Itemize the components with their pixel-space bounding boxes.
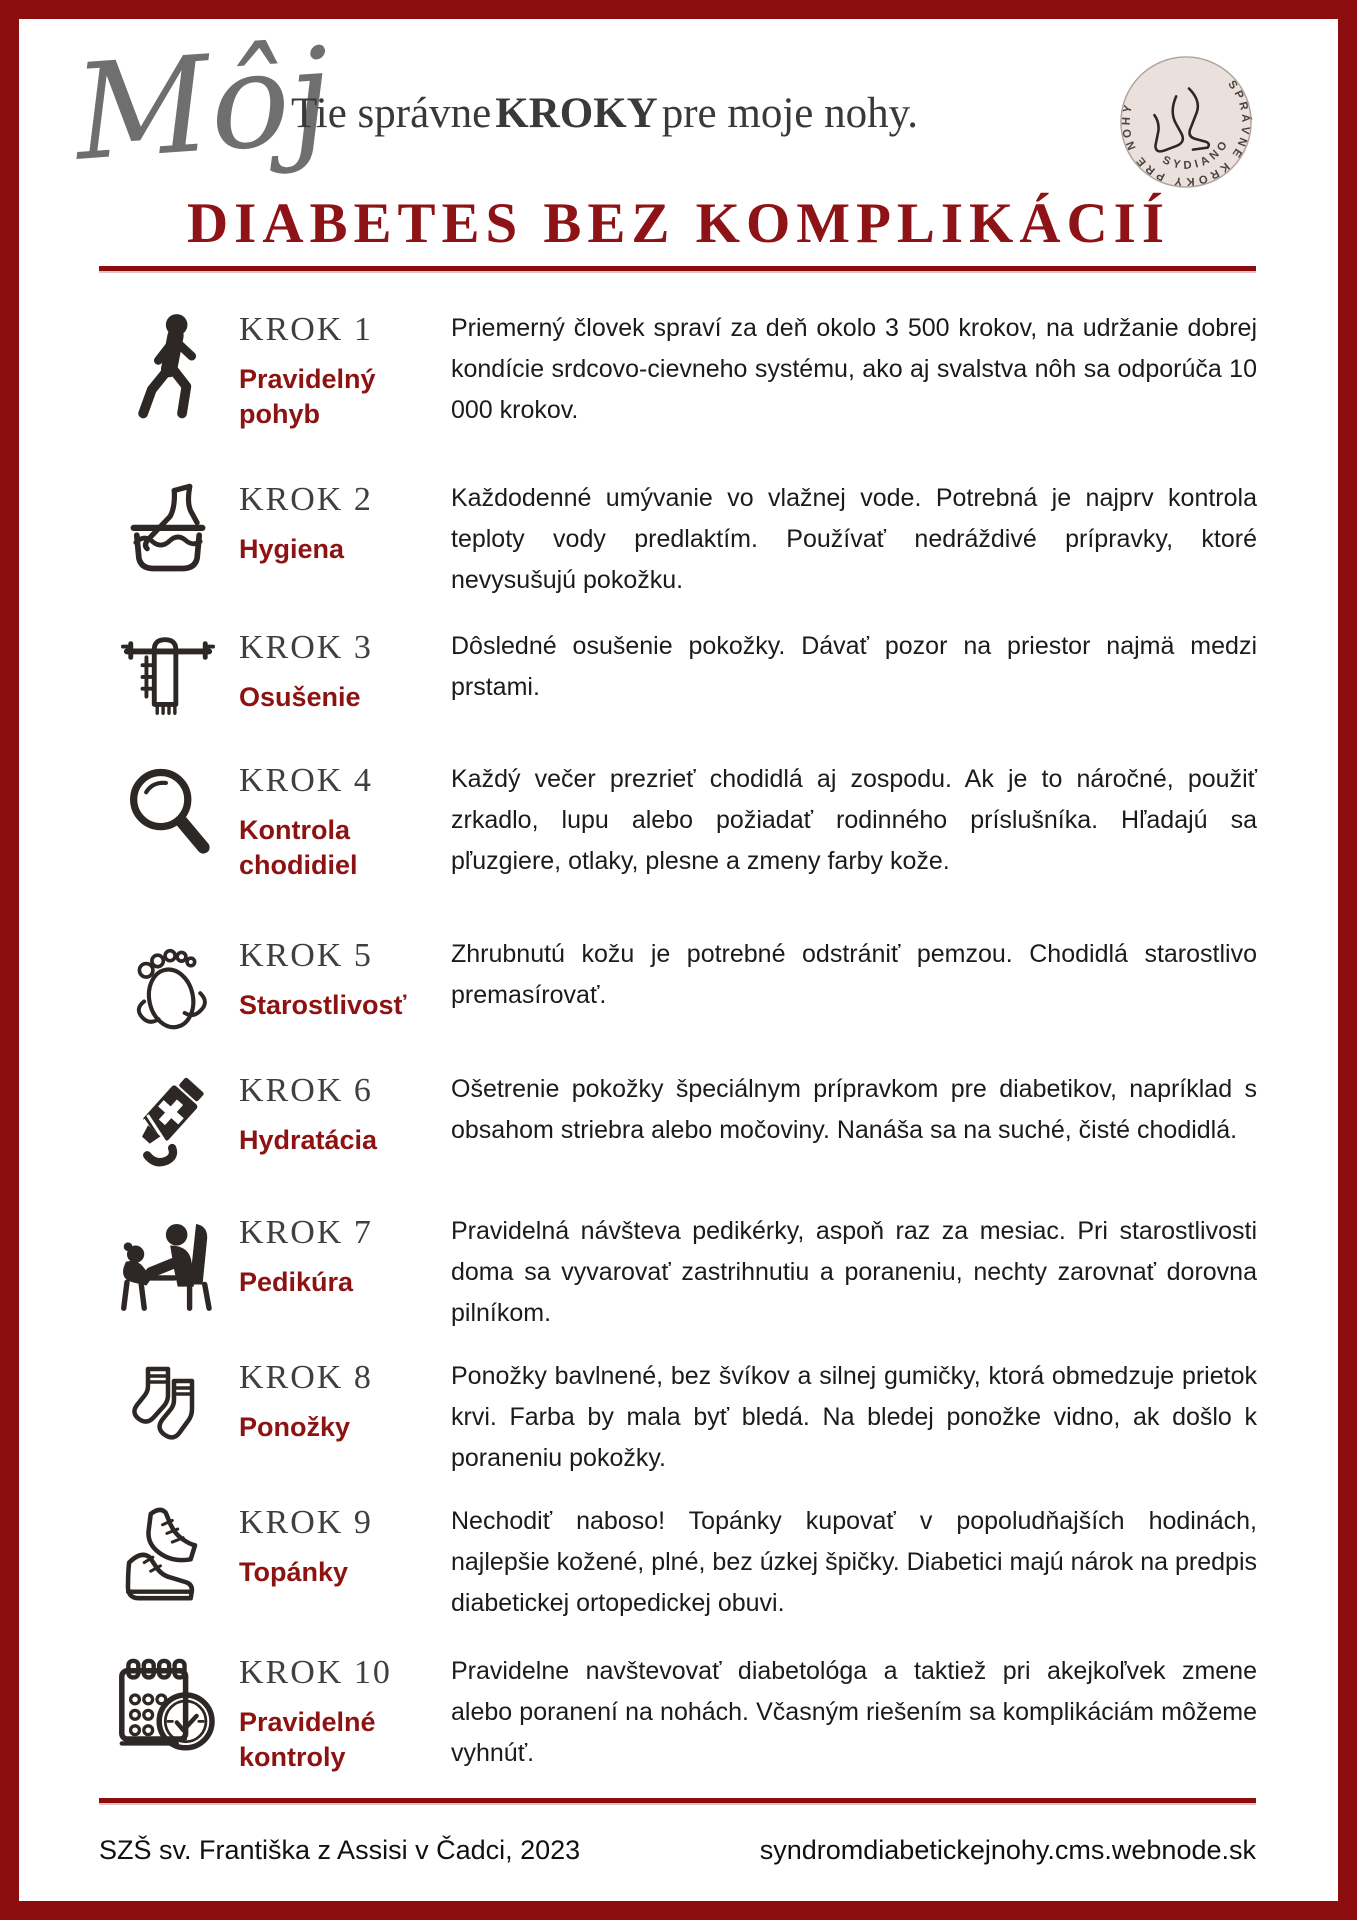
step-number: KROK 7 bbox=[239, 1214, 373, 1251]
tagline bbox=[291, 89, 918, 138]
step-row-1 bbox=[97, 308, 1257, 478]
cream-tube-icon bbox=[97, 1069, 239, 1173]
step-description: Pravidelná návšteva pedikérky, aspoň raz za mesiac. Pri starostlivosti doma sa vyvarovať zastrihnutiu a poraneniu, nechty zarovnať dorovna pilníkom. bbox=[451, 1217, 1257, 1327]
step-row-9 bbox=[97, 1501, 1257, 1651]
step-number: KROK 2 bbox=[239, 481, 373, 518]
step-row-2 bbox=[97, 478, 1257, 626]
step-name: Ponožky bbox=[239, 1412, 351, 1442]
shoes-icon bbox=[97, 1501, 239, 1609]
step-number: KROK 6 bbox=[239, 1072, 373, 1109]
tagline-bold: KROKY bbox=[495, 90, 658, 137]
steps-list bbox=[97, 308, 1257, 1791]
step-name: Kontrola chodidiel bbox=[239, 815, 358, 880]
logo-arc-text: SPRÁVNE KROKY PRE NOHY bbox=[1120, 78, 1252, 188]
step-description: Zhrubnutú kožu je potrebné odstrániť pemzou. Chodidlá starostlivo premasírovať. bbox=[451, 940, 1257, 1009]
step-name: Pravidelné kontroly bbox=[239, 1707, 376, 1772]
step-description: Každý večer prezrieť chodidlá aj zospodu. Ak je to náročné, použiť zrkadlo, lupu alebo požiadať rodinného príslušníka. Hľadajú sa pľuzgiere, otlaky, plesne a zmeny farby kože. bbox=[451, 765, 1257, 875]
step-row-6 bbox=[97, 1069, 1257, 1211]
footer-divider bbox=[99, 1798, 1256, 1803]
step-description: Dôsledné osušenie pokožky. Dávať pozor na priestor najmä medzi prstami. bbox=[451, 632, 1257, 701]
socks-icon bbox=[97, 1356, 239, 1462]
step-label bbox=[239, 308, 451, 431]
step-row-10 bbox=[97, 1651, 1257, 1791]
step-row-7 bbox=[97, 1211, 1257, 1356]
step-label bbox=[239, 478, 451, 567]
step-name: Starostlivosť bbox=[239, 990, 407, 1020]
step-name: Topánky bbox=[239, 1557, 349, 1587]
page-title: DIABETES BEZ KOMPLIKÁCIÍ bbox=[187, 192, 1170, 255]
step-row-5 bbox=[97, 934, 1257, 1069]
step-name: Hygiena bbox=[239, 534, 345, 564]
step-row-8 bbox=[97, 1356, 1257, 1501]
logo-bottom-text: SYDIANO bbox=[1160, 136, 1232, 172]
tagline-pre: Tie správne bbox=[291, 90, 492, 137]
step-label bbox=[239, 934, 451, 1023]
step-description: Priemerný človek spraví za deň okolo 3 500 krokov, na udržanie dobrej kondície srdcovo-cievneho systému, ako aj svalstva nôh sa odporúča 10 000 krokov. bbox=[451, 314, 1257, 424]
step-row-3 bbox=[97, 626, 1257, 759]
step-label bbox=[239, 626, 451, 715]
footer bbox=[99, 1835, 1256, 1866]
step-label bbox=[239, 759, 451, 882]
step-label bbox=[239, 1356, 451, 1445]
pedicure-icon bbox=[97, 1211, 239, 1319]
towel-icon bbox=[97, 626, 239, 724]
step-description: Ošetrenie pokožky špeciálnym prípravkom pre diabetikov, napríklad s obsahom striebra alebo močoviny. Nanáša sa na suché, čisté chodidlá. bbox=[451, 1075, 1257, 1144]
step-number: KROK 5 bbox=[239, 937, 373, 974]
logo-badge-icon bbox=[1117, 53, 1255, 191]
calendar-clock-icon bbox=[97, 1651, 239, 1761]
footer-website: syndromdiabetickejnohy.cms.webnode.sk bbox=[759, 1835, 1256, 1865]
step-number: KROK 9 bbox=[239, 1504, 373, 1541]
step-description: Ponožky bavlnené, bez švíkov a silnej gumičky, ktorá obmedzuje prietok krvi. Farba by mala byť bledá. Na bledej ponožke vidno, ak došlo k poraneniu pokožky. bbox=[451, 1362, 1257, 1472]
magnifier-icon bbox=[97, 759, 239, 863]
step-number: KROK 4 bbox=[239, 762, 373, 799]
step-name: Hydratácia bbox=[239, 1125, 378, 1155]
step-description: Každodenné umývanie vo vlažnej vode. Potrebná je najprv kontrola teploty vody predlaktím. Používať nedráždivé prípravky, ktoré nevysušujú pokožku. bbox=[451, 484, 1257, 594]
foot-massage-icon bbox=[97, 934, 239, 1044]
step-row-4 bbox=[97, 759, 1257, 934]
step-name: Pravidelný pohyb bbox=[239, 364, 376, 429]
step-label bbox=[239, 1069, 451, 1158]
step-label bbox=[239, 1651, 451, 1774]
step-number: KROK 3 bbox=[239, 629, 373, 666]
step-number: KROK 1 bbox=[239, 311, 373, 348]
title-divider bbox=[99, 266, 1256, 271]
step-label bbox=[239, 1211, 451, 1300]
step-label bbox=[239, 1501, 451, 1590]
script-word: Môj bbox=[69, 19, 336, 191]
tagline-post: pre moje nohy. bbox=[661, 90, 919, 137]
step-number: KROK 10 bbox=[239, 1654, 392, 1691]
sydiano-logo bbox=[1117, 53, 1255, 191]
step-name: Pedikúra bbox=[239, 1267, 354, 1297]
step-description: Nechodiť naboso! Topánky kupovať v popoludňajších hodinách, najlepšie kožené, plné, bez úzkej špičky. Diabetici majú nárok na predpis diabetickej ortopedickej obuvi. bbox=[451, 1507, 1257, 1617]
foot-bath-icon bbox=[97, 478, 239, 582]
walking-person-icon bbox=[97, 308, 239, 426]
step-number: KROK 8 bbox=[239, 1359, 373, 1396]
step-name: Osušenie bbox=[239, 682, 361, 712]
footer-school: SZŠ sv. Františka z Assisi v Čadci, 2023 bbox=[99, 1835, 581, 1865]
step-description: Pravidelne navštevovať diabetológa a taktiež pri akejkoľvek zmene alebo poranení na nohách. Včasným riešením sa komplikáciám môžeme vyhnúť. bbox=[451, 1657, 1257, 1767]
